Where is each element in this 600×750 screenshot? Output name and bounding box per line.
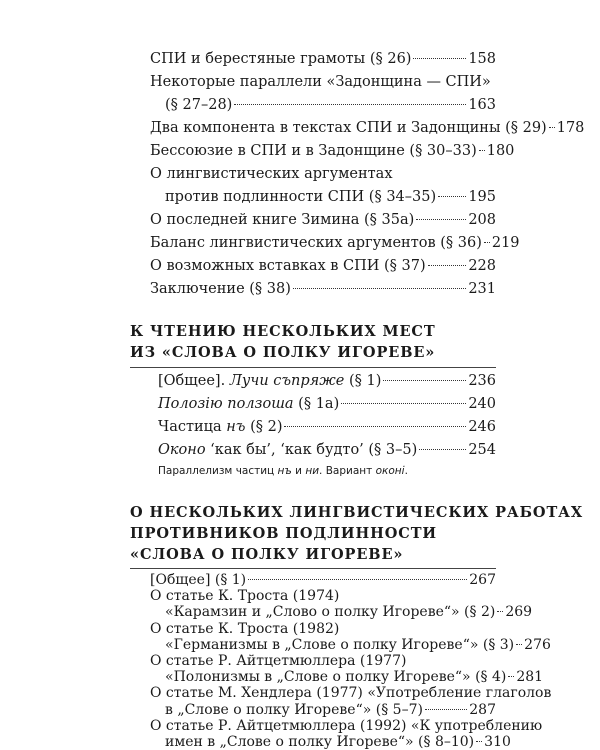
entry-title [158,418,282,436]
entry-title: «Полонизмы в „Слове о полку Игореве“» (§ 4) [165,669,507,685]
note-italic: нъ [277,465,292,477]
entry-suffix: (§ 1) [344,373,382,389]
page-number: 287 [469,702,496,718]
entry-title: (§ 27–28) [165,97,233,113]
toc-entry [165,188,496,206]
toc-entry [158,441,496,459]
dot-leader [508,676,514,677]
toc-entry [165,604,533,620]
note-text: Параллелизм частиц [158,465,278,477]
toc-entry-line: Некоторые параллели «Задонщина — СПИ» [150,74,491,90]
entry-italic: нъ [226,419,246,435]
dot-leader [416,219,466,220]
toc-entry-line: О статье К. Троста (1982) [150,621,340,637]
toc-entry-line: О лингвистических аргументах [150,166,393,182]
entry-title [158,395,339,413]
section-heading: К ЧТЕНИЮ НЕСКОЛЬКИХ МЕСТ [130,323,436,340]
entry-prefix: Частица [158,419,227,435]
note-text: и [291,465,306,477]
entry-title: Бессоюзие в СПИ и в Задонщине (§ 30–33) [150,143,477,159]
section-heading: ИЗ «СЛОВА О ПОЛКУ ИГОРЕВЕ» [130,344,436,361]
page-number: 310 [484,734,511,750]
toc-entry [150,234,520,252]
section-heading: О НЕСКОЛЬКИХ ЛИНГВИСТИЧЕСКИХ РАБОТАХ [130,504,583,521]
page-number: 180 [486,143,515,159]
dot-leader [497,611,503,612]
dot-leader [284,426,466,427]
toc-entry [158,418,496,436]
page-number: 228 [468,258,496,274]
entry-title: О последней книге Зимина (§ 35а) [150,212,415,228]
toc-entry [165,669,544,685]
entry-suffix: (§ 1а) [293,396,340,412]
toc-entry-line: О статье М. Хендлера (1977) «Употребление глаголов [150,685,552,701]
toc-entry [150,50,496,68]
toc-entry-line: О статье Р. Айтцетмюллера (1992) «К употреблению [150,718,543,734]
toc-entry [165,702,496,718]
entry-title: Баланс лингвистических аргументов (§ 36) [150,235,482,251]
dot-leader [413,58,466,59]
toc-entry [150,119,585,137]
entry-title: СПИ и берестяные грамоты (§ 26) [150,51,412,67]
entry-title: Два компонента в текстах СПИ и Задонщины (§ 29) [150,120,547,136]
entry-title: Заключение (§ 38) [150,281,291,297]
toc-entry [150,280,496,298]
note-text: . Вариант [319,465,376,477]
toc-entry [165,637,551,653]
page-number: 231 [468,281,496,297]
toc-entry [150,142,515,160]
dot-leader [419,449,466,450]
note-italic: оконі [375,465,405,477]
section-rule [130,568,496,569]
toc-entry [150,572,496,588]
dot-leader [425,709,467,710]
page-number: 163 [468,97,496,113]
section-heading: ПРОТИВНИКОВ ПОДЛИННОСТИ [130,525,437,542]
entry-title: «Германизмы в „Слове о полку Игореве“» (§ 3) [165,637,515,653]
dot-leader [293,288,466,289]
dot-leader [428,265,467,266]
toc-entry [150,257,496,275]
section-rule [130,367,496,368]
page-number: 246 [468,419,496,435]
entry-italic: Оконо [158,442,206,458]
entry-italic: Лучи съпряже [229,373,345,389]
toc-entry [158,372,496,390]
entry-title: имен в „Слове о полку Игореве“» (§ 8–10) [165,734,475,750]
entry-title [158,441,417,459]
dot-leader [341,403,466,404]
section-heading: «СЛОВА О ПОЛКУ ИГОРЕВЕ» [130,546,404,563]
section-note [158,465,408,478]
entry-suffix: (§ 2) [245,419,283,435]
toc-entry [150,211,496,229]
page-number: 267 [469,572,496,588]
entry-suffix: ‘как бы’, ‘как будто’ (§ 3–5) [205,442,418,458]
page-number: 236 [468,373,496,389]
entry-title: [Общее] (§ 1) [150,572,247,588]
page-number: 240 [468,396,496,412]
entry-title: в „Слове о полку Игореве“» (§ 5–7) [165,702,423,718]
page-number: 276 [524,637,551,653]
toc-entry [165,96,496,114]
toc-entry-line: О статье Р. Айтцетмюллера (1977) [150,653,407,669]
entry-prefix: [Общее]. [158,373,230,389]
toc-entry-line: О статье К. Троста (1974) [150,588,340,604]
note-text: . [404,465,408,477]
entry-title [158,372,381,390]
page-number: 195 [468,189,496,205]
page-number: 269 [505,604,533,620]
entry-title: «Карамзин и „Слово о полку Игореве“» (§ 2) [165,604,496,620]
entry-italic: Полозію ползоша [158,396,294,412]
page-number: 281 [516,669,544,685]
page-number: 219 [491,235,520,251]
page-number: 158 [468,51,496,67]
page-number: 208 [468,212,496,228]
dot-leader [234,104,466,105]
note-italic: ни [305,465,320,477]
entry-title: О возможных вставках в СПИ (§ 37) [150,258,426,274]
toc-entry [158,395,496,413]
dot-leader [383,380,466,381]
dot-leader [549,127,555,128]
dot-leader [438,196,466,197]
entry-title: против подлинности СПИ (§ 34–35) [165,189,437,205]
dot-leader [476,741,482,742]
page-number: 254 [468,442,496,458]
dot-leader [516,644,522,645]
dot-leader [479,150,485,151]
dot-leader [248,579,467,580]
toc-entry [165,734,511,750]
dot-leader [484,242,490,243]
page-number: 178 [556,120,585,136]
